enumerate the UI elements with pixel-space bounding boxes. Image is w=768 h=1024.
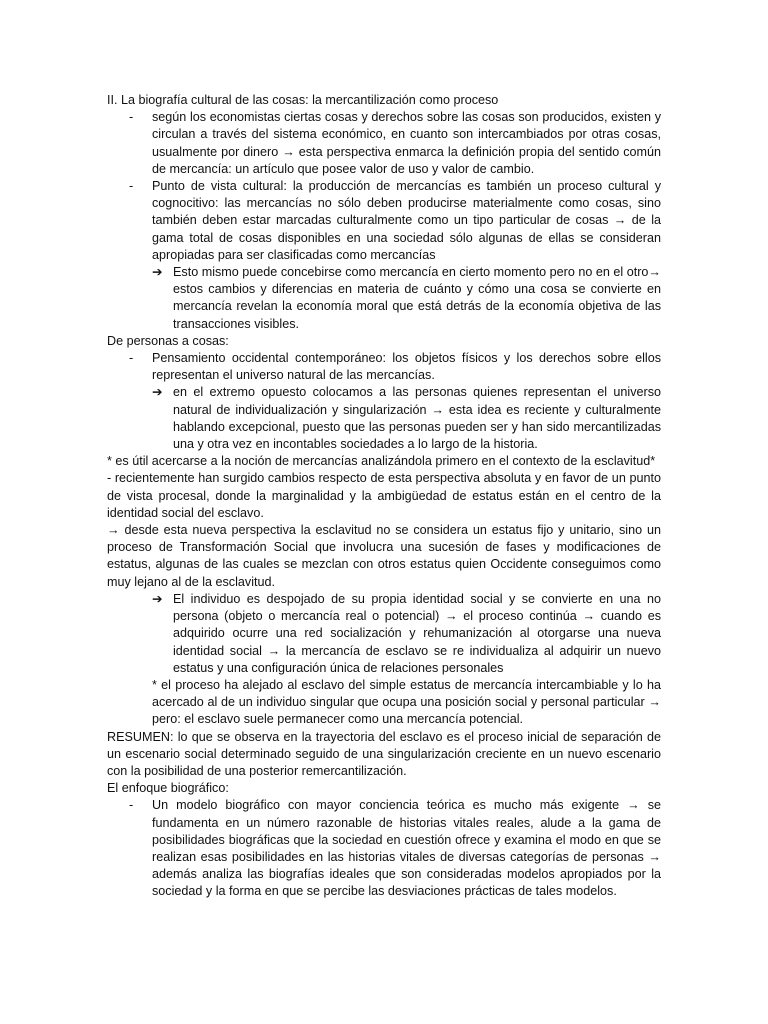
list-item	[107, 109, 661, 178]
arrow-right-icon: ➔	[152, 385, 163, 400]
note-nueva-perspectiva: → desde esta nueva perspectiva la esclavitud no se considera un estatus fijo y unitario, sino un proceso de Transformación Social que involucra una sucesión de fases y modificaciones de estatus, algunas de las cuales se mezclan con otros estatus quien Occidente conseguimos como muy lejano al de la esclavitud.	[107, 523, 661, 589]
dash-marker: -	[129, 179, 134, 194]
paragraph-economistas: según los economistas ciertas cosas y derechos sobre las cosas son producidos, existen y circulan a través del sistema económico, en cuanto son intercambiados por otras cosas, usualmente por dinero → esta perspectiva enmarca la definición propia del sentido común de mercancía: un artículo que posee valor de uso y valor de cambio.	[152, 110, 661, 176]
paragraph-pensamiento-occidental: Pensamiento occidental contemporáneo: los objetos físicos y los derechos sobre ellos representan el universo natural de las mercancías.	[152, 351, 661, 383]
list-item	[107, 350, 661, 384]
note-esclavitud: * es útil acercarse a la noción de mercancías analizándola primero en el contexto de la esclavitud*	[107, 454, 656, 469]
arrow-right-icon: ➔	[152, 591, 163, 606]
arrow-right-icon: ➔	[152, 265, 163, 280]
heading-enfoque-biografico: El enfoque biográfico:	[107, 781, 229, 796]
list-item	[107, 591, 661, 677]
paragraph-esto-mismo: Esto mismo puede concebirse como mercancía en cierto momento pero no en el otro→ estos cambios y diferencias en materia de cuánto y cómo una cosa se convierte en mercancía revelan la economía moral que está detrás de la economía objetiva de las transacciones visibles.	[173, 265, 661, 331]
note-proceso-alejado: * el proceso ha alejado al esclavo del simple estatus de mercancía intercambiable y lo ha acercado al de un individuo singular que ocupa una posición social y personal particular → pero: el esclavo suele permanecer como una mercancía potencial.	[152, 677, 661, 727]
paragraph-individuo-despojado: El individuo es despojado de su propia identidad social y se convierte en una no persona (objeto o mercancía real o potencial) → el proceso continúa → cuando es adquirido ocurre una red socialización y rehumanización al otorgarse una nueva identidad social → la mercancía de esclavo se re individualiza al adquirir un nuevo estatus y una configuración única de relaciones personales	[173, 591, 661, 675]
note-cambios-recientes: - recientemente han surgido cambios respecto de esta perspectiva absoluta y en favor de un punto de vista procesal, donde la marginalidad y la ambigüedad de estatus están en el centro de la identidad social del esclavo.	[107, 471, 661, 520]
dash-marker: -	[129, 798, 134, 813]
list-item	[107, 178, 661, 264]
section-title: II. La biografía cultural de las cosas: la mercantilización como proceso	[107, 93, 499, 107]
dash-marker: -	[129, 351, 134, 366]
paragraph-resumen: RESUMEN: lo que se observa en la trayectoria del esclavo es el proceso inicial de separación de un escenario social determinado seguido de una singularización creciente en un nuevo escenario con la posibilidad de una posterior remercantilización.	[107, 729, 661, 778]
paragraph-extremo-opuesto: en el extremo opuesto colocamos a las personas quienes representan el universo natural de individualización y singularización → esta idea es reciente y culturalmente hablando excepcional, puesto que las personas pueden ser y han sido mercantilizadas una y otra vez en incontables sociedades a lo largo de la historia.	[173, 385, 661, 452]
list-item	[107, 797, 661, 900]
heading-personas-a-cosas: De personas a cosas:	[107, 333, 229, 348]
list-item	[107, 264, 661, 333]
list-item	[107, 384, 661, 453]
paragraph-punto-de-vista-cultural: Punto de vista cultural: la producción de mercancías es también un proceso cultural y cognocitivo: las mercancías no sólo deben producirse materialmente como cosas, sino también deben estar marcadas culturalmente como un tipo particular de cosas → de la gama total de cosas disponibles en una sociedad sólo algunas de ellas se consideran apropiadas para ser clasificadas como mercancías	[152, 179, 661, 262]
document-page	[107, 92, 661, 901]
dash-marker: -	[129, 110, 134, 125]
paragraph-modelo-biografico: Un modelo biográfico con mayor conciencia teórica es mucho más exigente → se fundamenta en un número razonable de historias vitales reales, alude a la gama de posibilidades biográficas que la sociedad en cuestión ofrece y examina el modo en que se realizan esas posibilidades en las historias vitales de diversas categorías de personas → además analiza las biografías ideales que son consideradas modelos apropiados por la sociedad y la forma en que se percibe las desviaciones prácticas de tales modelos.	[152, 798, 661, 899]
